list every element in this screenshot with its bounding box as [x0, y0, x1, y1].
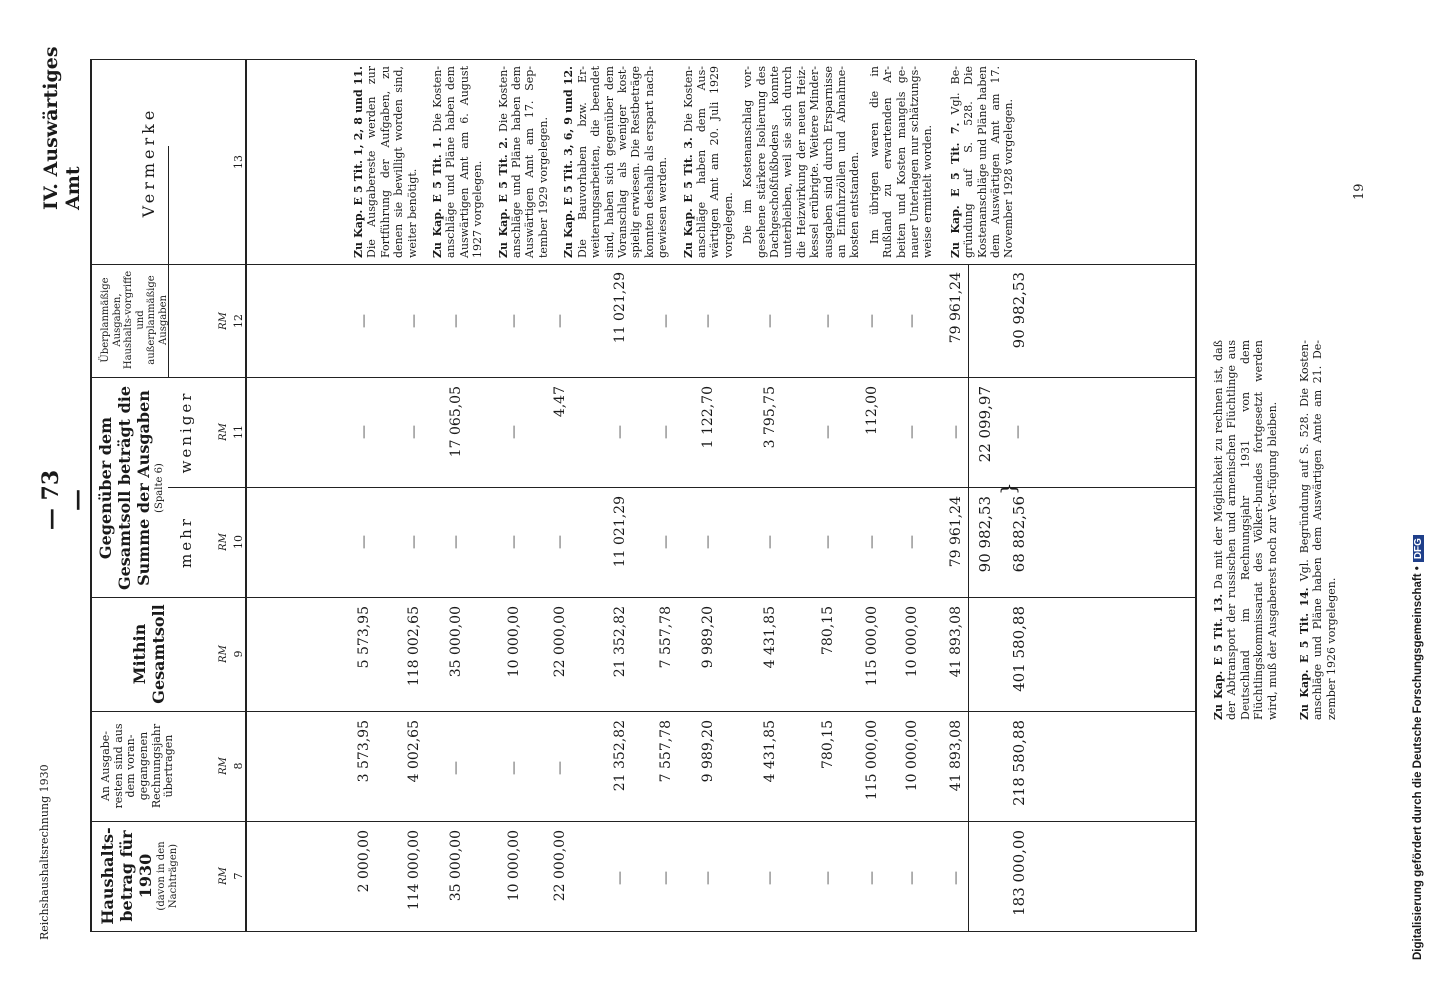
r9-c8: 780,15 [820, 720, 836, 769]
r10-c11: 112,00 [864, 386, 880, 435]
r9-c11: — [820, 425, 836, 439]
r12-c10: 79 961,24 [948, 496, 964, 568]
footnote-0-title: Zu Kap. E 5 Tit. 13. [1212, 593, 1225, 720]
colno-7: 7 [232, 872, 245, 880]
notes-column [352, 66, 1016, 258]
r12-c8: 41 893,08 [948, 720, 964, 792]
note-0-title: Zu Kap. E 5 Tit. 1, 2, 8 und 11. [352, 66, 365, 258]
r1-c8: 4 002,65 [406, 720, 422, 783]
header-c12: Überplanmäßige Ausgaben, Haushalts-vorgriffe und außerplanmäßige Ausgaben [100, 270, 169, 370]
r8-c7: — [762, 871, 778, 885]
r10-c7: — [864, 871, 880, 885]
r5-c12: 11 021,29 [612, 272, 628, 344]
r7-c11: 1 122,70 [700, 386, 716, 449]
digitization-notice [1412, 535, 1424, 960]
note-4 [682, 66, 736, 258]
col-rule-1 [90, 931, 1195, 932]
total-c8: 218 580,88 [1010, 720, 1028, 806]
r2-c12: — [448, 314, 464, 328]
r7-c7: — [700, 871, 716, 885]
unit-c8: RM [218, 757, 229, 775]
note-1-title: Zu Kap. E 5 Tit. 1. [431, 137, 445, 258]
r5-c9: 21 352,82 [612, 606, 628, 678]
total-c11a: 22 099,97 [976, 386, 994, 463]
r6-c7: — [658, 871, 674, 885]
r11-c7: — [904, 871, 920, 885]
header-c11: weniger [177, 390, 195, 474]
note-3-title: Zu Kap. E 5 Tit. 3, 6, 9 und 12. [562, 66, 576, 258]
note-2-text: Die Kosten-anschläge und Pläne haben dem Auswärtigen Amt am 17. Sep-tember 1929 vorgelegen. [496, 65, 550, 258]
note-4-title: Zu Kap. E 5 Tit. 3. [681, 137, 695, 258]
unit-c9: RM [218, 645, 229, 663]
header-c7 [98, 824, 180, 928]
table-bottom-rule [1195, 60, 1197, 932]
r0-c8: 3 573,95 [356, 720, 372, 783]
r3-c10: — [506, 535, 522, 549]
colno-10: 10 [232, 535, 245, 549]
r4-c10: — [552, 535, 568, 549]
r6-c12: — [658, 314, 674, 328]
header-bottom-rule [245, 60, 247, 932]
note-7 [949, 66, 1016, 258]
r3-c12: — [506, 314, 522, 328]
r6-c11: — [658, 425, 674, 439]
r12-c11: — [948, 425, 964, 439]
total-c9: 401 580,88 [1010, 606, 1028, 692]
r0-c9: 5 573,95 [356, 606, 372, 669]
r0-c11: — [356, 425, 372, 439]
colno-9: 9 [232, 650, 245, 658]
note-5-text: Die im Kostenanschlag vor-gesehene stärkere Isolierung des Dachgeschoßfußbodens konnte unterbleiben, weil sie sich durch die Heizwirkung der neuen Heiz-kessel erübrigte. Weitere Minder-ausgaben sind durch Ersparnisse an Einfuhrzöllen und Abnahme-kosten entstanden. [741, 66, 862, 258]
r9-c9: 780,15 [820, 606, 836, 655]
r2-c8: — [448, 761, 464, 775]
r6-c9: 7 557,78 [658, 606, 674, 669]
note-2-title: Zu Kap. E 5 Tit. 2. [496, 137, 510, 258]
table-top-rule [90, 60, 92, 932]
r12-c9: 41 893,08 [948, 606, 964, 678]
footnote-1-text: Vgl. Begründung auf S. 528. Die Kosten-anschläge und Pläne haben dem Auswärtigen Amte am 21. De-zember 1926 vorgelegen. [1298, 340, 1338, 720]
note-6-text: Im übrigen waren die in Rußland zu erwartenden Ar-beiten und Kosten mangels ge-nauer Unterlagen nur schätzungs-weise ermittelt worden. [867, 66, 935, 258]
digitization-text: Digitalisierung gefördert durch die Deutsche Forschungsgemeinschaft • [1412, 566, 1424, 960]
total-c12: 90 982,53 [1010, 272, 1028, 349]
col-rule-4 [90, 597, 1195, 598]
r6-c8: 7 557,78 [658, 720, 674, 783]
r5-c8: 21 352,82 [612, 720, 628, 792]
r0-c7: 2 000,00 [356, 830, 372, 893]
r3-c8: — [506, 761, 522, 775]
r8-c12: — [762, 314, 778, 328]
r3-c9: 10 000,00 [506, 606, 522, 678]
header-c7-sub: (davon in den Nachträgen) [155, 841, 179, 911]
r0-c10: — [356, 535, 372, 549]
r2-c10: — [448, 535, 464, 549]
r8-c8: 4 431,85 [762, 720, 778, 783]
note-5 [741, 66, 862, 258]
note-7-text: Vgl. Be-gründung auf S. 528. Die Kostenanschläge und Pläne haben dem Auswärtigen Amt am 17. November 1928 vorgelegen. [948, 66, 1016, 258]
unit-c11: RM [218, 423, 229, 441]
colno-12: 12 [232, 314, 245, 328]
unit-c7: RM [218, 867, 229, 885]
total-c11b: — [1010, 425, 1026, 439]
note-1 [431, 66, 485, 258]
header-c8: An Ausgabe-resten sind aus dem voran-gegangenen Rechnungsjahr übertragen [99, 723, 176, 809]
total-c10a: 90 982,53 [976, 496, 994, 573]
note-0 [352, 66, 419, 258]
col-rule-5 [168, 487, 1195, 488]
r1-c11: — [406, 425, 422, 439]
r12-c7: — [948, 871, 964, 885]
col-rule-7 [90, 264, 1195, 265]
page-number: — 73 — [38, 469, 90, 531]
footnote-1-title: Zu Kap. E 5 Tit. 14. [1298, 587, 1311, 720]
r4-c8: — [552, 761, 568, 775]
r9-c7: — [820, 871, 836, 885]
r4-c7: 22 000,00 [552, 830, 568, 902]
r10-c12: — [864, 314, 880, 328]
header-c10-11 [96, 384, 166, 592]
r9-c10: — [820, 535, 836, 549]
page-number-small: 19 [1352, 183, 1367, 200]
r4-c9: 22 000,00 [552, 606, 568, 678]
note-1-text: Die Kosten-anschläge und Pläne haben dem Auswärtigen Amt am 6. August 1927 vorgelegen. [431, 65, 485, 258]
print-footer: Reichshaushaltsrechnung 1930 [38, 764, 51, 940]
header-c7-title: Haushalts-betrag für 1930 [98, 827, 156, 925]
r2-c7: 35 000,00 [448, 830, 464, 902]
r8-c11: 3 795,75 [762, 386, 778, 449]
r0-c12: — [356, 314, 372, 328]
r10-c8: 115 000,00 [864, 720, 880, 801]
r1-c12: — [406, 314, 422, 328]
r8-c10: — [762, 535, 778, 549]
note-7-title: Zu Kap. E 5 Tit. 7. [948, 122, 962, 258]
note-3-text: Die Bauvorhaben bzw. Er-weiterungsarbeiten, die beendet sind, haben sich gegenüber dem Voranschlag als weniger kost-spielig erwiesen. Die Restbeträge konnten deshalb als erspart nach-gewiesen werden. [575, 66, 670, 258]
r3-c7: 10 000,00 [506, 830, 522, 902]
r9-c12: — [820, 314, 836, 328]
r11-c11: — [904, 425, 920, 439]
note-4-text: Die Kosten-anschläge haben dem Aus-wärtigen Amt am 20. Juli 1929 vorgelegen. [681, 65, 735, 258]
section-title: IV. Auswärtiges Amt [40, 46, 84, 210]
r5-c11: — [612, 425, 628, 439]
colno-13: 13 [232, 155, 245, 169]
r8-c9: 4 431,85 [762, 606, 778, 669]
r1-c7: 114 000,00 [406, 830, 422, 911]
note-6 [868, 66, 935, 258]
r1-c9: 118 002,65 [406, 606, 422, 687]
colno-8: 8 [232, 762, 245, 770]
totals-brace: } [996, 482, 1020, 495]
header-c10: mehr [177, 516, 195, 568]
r11-c10: — [904, 535, 920, 549]
r11-c12: — [904, 314, 920, 328]
footnote-0-text: Da mit der Möglichkeit zu rechnen ist, daß der Abtransport der russischen und armenischen Flüchtlinge aus Deutschland im Rechnungsjahr 1931 von dem Flüchtlingskommissariat des Völker-bundes fortgesetzt werden wird, muß der Ausgaberest noch zur Ver-fügung bleiben. [1212, 340, 1279, 720]
r7-c12: — [700, 314, 716, 328]
r7-c10: — [700, 535, 716, 549]
totals-rule [968, 265, 969, 932]
col-rule-8 [90, 59, 1195, 60]
footnote-1 [1298, 340, 1338, 720]
r10-c9: 115 000,00 [864, 606, 880, 687]
header-c9: Mithin Gesamtsoll [130, 604, 169, 704]
dfg-logo: DFG [1413, 535, 1424, 562]
r5-c7: — [612, 871, 628, 885]
r11-c9: 10 000,00 [904, 606, 920, 678]
colno-11: 11 [232, 425, 245, 439]
r12-c12: 79 961,24 [948, 272, 964, 344]
r10-c10: — [864, 535, 880, 549]
r3-c11: — [506, 425, 522, 439]
note-0-text: Die Ausgabereste werden zur Fortführung der Aufgaben, zu denen sie bewilligt worden sind, weiter benötigt. [365, 66, 419, 258]
total-c7: 183 000,00 [1010, 830, 1028, 916]
r4-c11: 4,47 [552, 386, 568, 418]
r4-c12: — [552, 314, 568, 328]
col-rule-2 [90, 821, 1195, 822]
r2-c9: 35 000,00 [448, 606, 464, 678]
r1-c10: — [406, 535, 422, 549]
note-3 [562, 66, 669, 258]
footnote-0 [1212, 340, 1279, 720]
unit-c12: RM [218, 312, 229, 330]
r7-c9: 9 989,20 [700, 606, 716, 669]
r7-c8: 9 989,20 [700, 720, 716, 783]
unit-c10: RM [218, 533, 229, 551]
r11-c8: 10 000,00 [904, 720, 920, 792]
r2-c11: 17 065,05 [448, 386, 464, 458]
col-rule-3 [90, 711, 1195, 712]
col-rule-6 [90, 377, 1195, 378]
r6-c10: — [658, 535, 674, 549]
note-2 [497, 66, 551, 258]
total-c10b: 68 882,56 [1010, 496, 1028, 573]
header-c10-11-sub: (Spalte 6) [153, 463, 165, 513]
header-c10-11-title: Gegenüber dem Gesamtsoll beträgt die Summe der Ausgaben [96, 385, 154, 591]
header-c13: Vermerke [139, 106, 158, 218]
r5-c10: 11 021,29 [612, 496, 628, 568]
